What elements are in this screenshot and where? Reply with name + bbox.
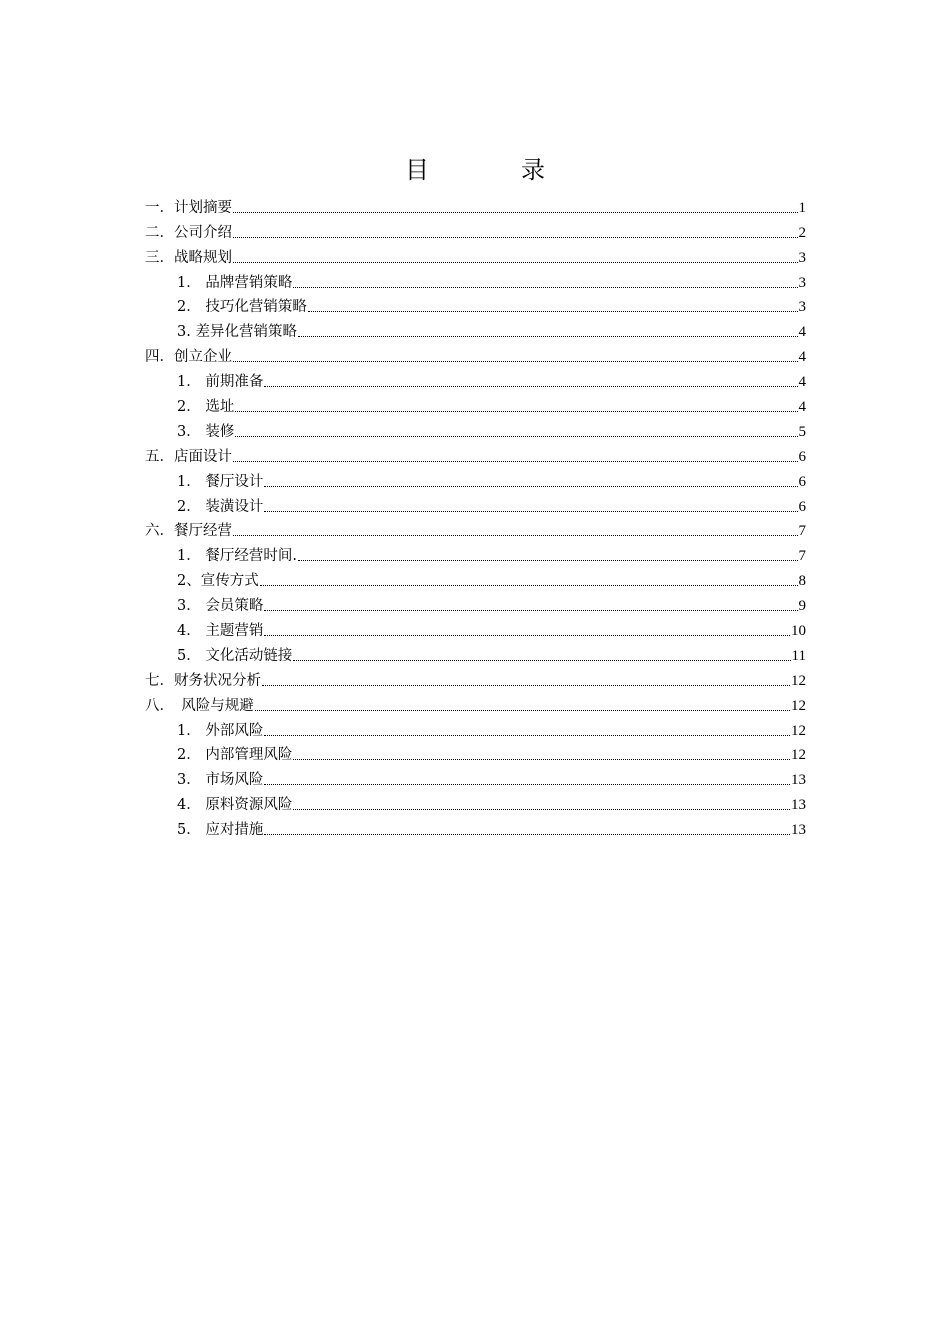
dot-leader <box>264 635 790 636</box>
dot-leader <box>233 361 798 362</box>
toc-page-number: 3 <box>798 274 806 291</box>
toc-section-entry[interactable] <box>145 665 806 690</box>
toc-section-entry[interactable] <box>145 690 806 715</box>
toc-page-number: 12 <box>791 722 806 739</box>
dot-leader <box>293 759 790 760</box>
toc-page-number: 10 <box>791 623 806 640</box>
toc-page-number: 3 <box>798 299 806 316</box>
dot-leader <box>255 710 790 711</box>
toc-entry-label: 2． 选址 <box>177 399 235 416</box>
toc-entry-label: 2、宣传方式 <box>177 573 259 590</box>
toc-page-number: 6 <box>798 448 806 465</box>
toc-title: 目 录 <box>405 156 579 184</box>
toc-page-number: 5 <box>798 423 806 440</box>
dot-leader <box>262 685 790 686</box>
toc-entry-label: 3． 装修 <box>177 423 235 440</box>
toc-entry-label: 七．财务状况分析 <box>145 672 261 689</box>
toc-subsection-entry[interactable] <box>145 565 806 590</box>
toc-section-entry[interactable] <box>145 217 806 242</box>
toc-entry-label: 八． 风险与规避 <box>145 697 254 714</box>
dot-leader <box>264 784 790 785</box>
toc-page-number: 8 <box>798 573 806 590</box>
toc-entry-label: 五．店面设计 <box>145 448 232 465</box>
toc-entry-label: 4． 主题营销 <box>177 623 264 640</box>
dot-leader <box>298 336 798 337</box>
dot-leader <box>264 486 797 487</box>
toc-entry-label: 2． 内部管理风险 <box>177 747 293 764</box>
dot-leader <box>293 287 797 288</box>
toc-entry-label: 4． 原料资源风险 <box>177 797 293 814</box>
toc-entry-label: 2． 技巧化营销策略 <box>177 299 307 316</box>
dot-leader <box>233 461 798 462</box>
dot-leader <box>264 834 790 835</box>
toc-subsection-entry[interactable] <box>145 615 806 640</box>
toc-subsection-entry[interactable] <box>145 366 806 391</box>
toc-page-number: 11 <box>791 647 806 664</box>
toc-page-number: 12 <box>791 697 806 714</box>
toc-page-number: 6 <box>798 498 806 515</box>
dot-leader <box>293 809 790 810</box>
toc-page-number: 13 <box>791 797 806 814</box>
toc-subsection-entry[interactable] <box>145 540 806 565</box>
toc-page-number: 1 <box>798 199 806 216</box>
toc-subsection-entry[interactable] <box>145 316 806 341</box>
toc-entry-label: 3． 市场风险 <box>177 772 264 789</box>
toc-page-number: 6 <box>798 473 806 490</box>
table-of-contents <box>145 192 806 839</box>
dot-leader <box>235 436 797 437</box>
toc-subsection-entry[interactable] <box>145 416 806 441</box>
dot-leader <box>235 411 797 412</box>
toc-section-entry[interactable] <box>145 441 806 466</box>
dot-leader <box>308 311 798 312</box>
toc-entry-label: 5． 文化活动链接 <box>177 647 293 664</box>
toc-entry-label: 三．战略规划 <box>145 249 232 266</box>
toc-page-number: 12 <box>791 672 806 689</box>
toc-subsection-entry[interactable] <box>145 740 806 765</box>
toc-entry-label: 3. 差异化营销策略 <box>177 324 297 341</box>
toc-subsection-entry[interactable] <box>145 789 806 814</box>
toc-subsection-entry[interactable] <box>145 715 806 740</box>
toc-page-number: 7 <box>798 548 806 565</box>
toc-entry-label: 四．创立企业 <box>145 349 232 366</box>
dot-leader <box>264 735 790 736</box>
toc-page-number: 13 <box>791 772 806 789</box>
toc-page-number: 13 <box>791 822 806 839</box>
toc-page-number: 4 <box>798 399 806 416</box>
dot-leader <box>233 262 798 263</box>
dot-leader <box>298 560 798 561</box>
toc-entry-label: 1． 品牌营销策略 <box>177 274 293 291</box>
toc-subsection-entry[interactable] <box>145 764 806 789</box>
toc-page-number: 7 <box>798 523 806 540</box>
toc-subsection-entry[interactable] <box>145 466 806 491</box>
toc-section-entry[interactable] <box>145 242 806 267</box>
toc-entry-label: 3． 会员策略 <box>177 598 264 615</box>
dot-leader <box>233 212 798 213</box>
toc-entry-label: 一．计划摘要 <box>145 199 232 216</box>
toc-section-entry[interactable] <box>145 192 806 217</box>
toc-entry-label: 1． 餐厅经营时间. <box>177 548 297 565</box>
toc-page-number: 4 <box>798 374 806 391</box>
toc-page-number: 4 <box>798 324 806 341</box>
toc-page-number: 12 <box>791 747 806 764</box>
toc-entry-label: 1． 外部风险 <box>177 722 264 739</box>
toc-entry-label: 2． 装潢设计 <box>177 498 264 515</box>
toc-page-number: 9 <box>798 598 806 615</box>
toc-subsection-entry[interactable] <box>145 491 806 516</box>
toc-section-entry[interactable] <box>145 516 806 541</box>
dot-leader <box>260 585 798 586</box>
toc-subsection-entry[interactable] <box>145 391 806 416</box>
toc-subsection-entry[interactable] <box>145 292 806 317</box>
toc-subsection-entry[interactable] <box>145 814 806 839</box>
toc-page-number: 4 <box>798 349 806 366</box>
toc-entry-label: 5． 应对措施 <box>177 822 264 839</box>
dot-leader <box>233 237 798 238</box>
toc-subsection-entry[interactable] <box>145 267 806 292</box>
toc-page-number: 2 <box>798 224 806 241</box>
dot-leader <box>264 610 797 611</box>
dot-leader <box>233 535 798 536</box>
toc-entry-label: 二．公司介绍 <box>145 224 232 241</box>
dot-leader <box>293 660 790 661</box>
toc-page-number: 3 <box>798 249 806 266</box>
toc-subsection-entry[interactable] <box>145 590 806 615</box>
toc-entry-label: 六．餐厅经营 <box>145 523 232 540</box>
dot-leader <box>264 386 797 387</box>
toc-entry-label: 1． 前期准备 <box>177 374 264 391</box>
toc-subsection-entry[interactable] <box>145 640 806 665</box>
toc-section-entry[interactable] <box>145 341 806 366</box>
dot-leader <box>264 511 797 512</box>
toc-entry-label: 1． 餐厅设计 <box>177 473 264 490</box>
